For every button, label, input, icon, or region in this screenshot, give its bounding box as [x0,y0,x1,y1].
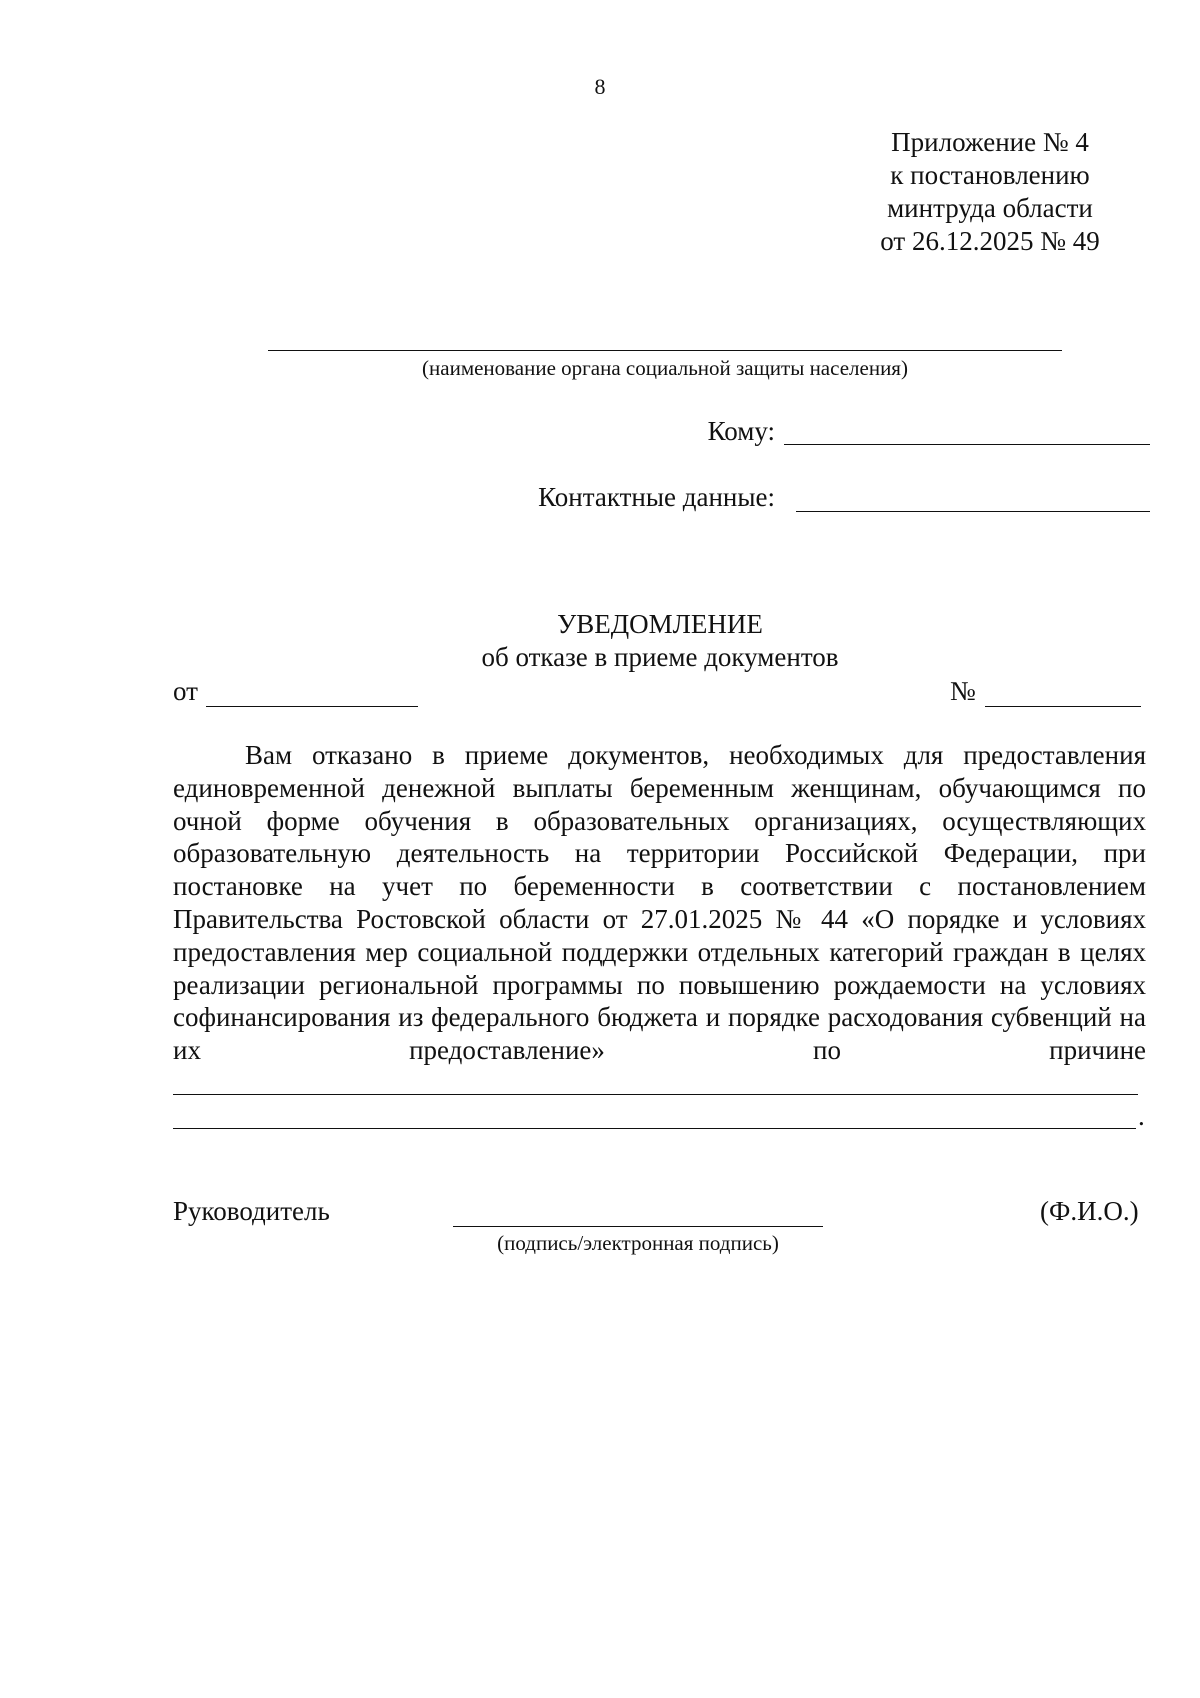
appendix-line-2: к постановлению [890,160,1090,190]
authority-name-line[interactable] [268,350,1062,351]
signature-line[interactable] [453,1226,823,1227]
reason-line-1[interactable] [173,1094,1138,1095]
appendix-line-3: минтруда области [887,193,1093,223]
reason-end-period: . [1138,1101,1145,1131]
recipient-label: Кому: [707,416,775,446]
number-field[interactable] [985,706,1141,707]
appendix-header [840,126,1140,258]
document-subtitle: об отказе в приеме документов [481,642,839,672]
full-name-label: (Ф.И.О.) [1040,1196,1139,1226]
position-label: Руководитель [173,1196,330,1226]
appendix-line-4: от 26.12.2025 № 49 [880,226,1100,256]
date-field[interactable] [206,706,418,707]
body-paragraph: Вам отказано в приеме документов, необходимых для предоставления единовременной денежной выплаты беременным женщинам, обучающимся по очной форме обучения в образовательных организациях, осуществляющих образовательную деятельность на территории Российской Федерации, при постановке на учет по беременности в соответствии с постановлением Правительства Ростовской области от 27.01.2025 № 44 «О порядке и условиях предоставления мер социальной поддержки отдельных категорий граждан в целях реализации региональной программы по повышению рождаемости на условиях софинансирования из федерального бюджета и порядке расходования субвенций на их предоставление» по причине [173,740,1146,1066]
document-title: УВЕДОМЛЕНИЕ [557,609,763,639]
date-label: от [173,676,198,706]
number-label: № [950,676,976,706]
recipient-field[interactable] [784,444,1150,445]
authority-caption: (наименование органа социальной защиты населения) [422,356,908,380]
reason-line-2[interactable] [173,1128,1136,1129]
page-number: 8 [594,74,606,99]
contacts-field[interactable] [796,511,1150,512]
contacts-label: Контактные данные: [538,482,775,512]
appendix-line-1: Приложение № 4 [891,127,1089,157]
signature-caption: (подпись/электронная подпись) [497,1231,779,1255]
